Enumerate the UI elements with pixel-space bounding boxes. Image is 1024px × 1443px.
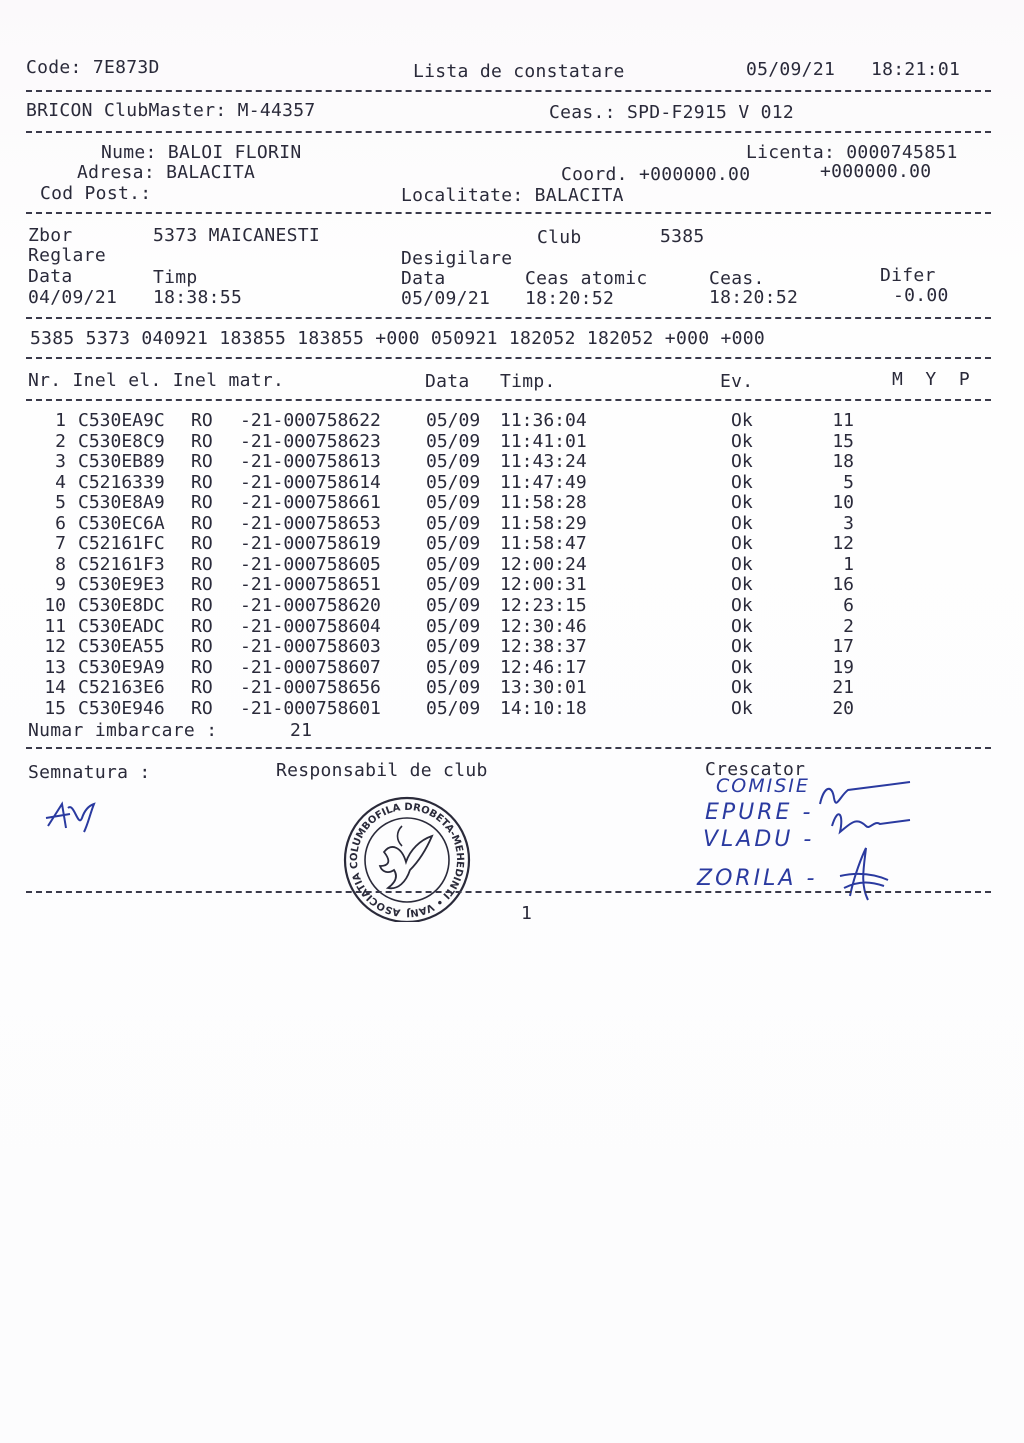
- atomic-label: Ceas atomic: [525, 268, 648, 289]
- ring-number: -21-000758651: [240, 574, 381, 596]
- zorila-handwriting: ZORILA -: [697, 866, 818, 891]
- club-stamp: [336, 792, 478, 922]
- ring-electronic: C5216339: [78, 471, 165, 493]
- row-status: Ok: [731, 533, 753, 555]
- atomic-value: 18:20:52: [525, 288, 615, 309]
- data2-label: Data: [401, 268, 446, 289]
- flight-name: 5373 MAICANESTI: [153, 225, 321, 246]
- ring-number: -21-000758653: [240, 512, 381, 534]
- row-date: 05/09: [426, 574, 481, 596]
- row-status: Ok: [731, 410, 753, 431]
- document-title: Lista de constatare: [413, 61, 625, 82]
- row-order: 20: [832, 697, 854, 719]
- ring-number: -21-000758623: [240, 430, 381, 452]
- owner-name: Nume: BALOI FLORIN: [101, 142, 302, 163]
- clubmaster-id: BRICON ClubMaster: M-44357: [26, 100, 316, 121]
- row-status: Ok: [731, 656, 753, 678]
- table-header-myp: M Y P: [892, 369, 970, 390]
- row-date: 05/09: [426, 410, 481, 431]
- ring-electronic: C530E8DC: [78, 594, 165, 616]
- timp-value: 18:38:55: [153, 287, 243, 308]
- divider: [26, 357, 991, 359]
- row-date: 05/09: [426, 553, 481, 575]
- row-time: 11:47:49: [500, 471, 587, 493]
- ring-electronic: C530E946: [78, 697, 165, 719]
- ceas-label: Ceas.: [709, 268, 765, 289]
- ring-number: -21-000758619: [240, 533, 381, 555]
- handwritten-signature-icon: [44, 798, 104, 838]
- data1-value: 04/09/21: [28, 287, 118, 308]
- owner-postal: Cod Post.:: [40, 183, 152, 204]
- ring-electronic: C52161FC: [78, 533, 165, 555]
- table-row: [0, 432, 1024, 453]
- ring-country: RO: [191, 512, 213, 534]
- ring-number: -21-000758622: [240, 410, 381, 431]
- row-status: Ok: [731, 553, 753, 575]
- flight-label: Zbor: [28, 225, 73, 246]
- flight-code-line: 5385 5373 040921 183855 183855 +000 050921 182052 182052 +000 +000: [30, 328, 766, 349]
- row-time: 12:23:15: [500, 594, 587, 616]
- row-time: 12:00:31: [500, 574, 587, 596]
- row-time: 14:10:18: [500, 697, 587, 719]
- boarding-label: Numar imbarcare :: [28, 720, 218, 741]
- reglare-label: Reglare: [28, 245, 106, 266]
- table-header-ev: Ev.: [720, 371, 754, 392]
- row-order: 5: [843, 471, 854, 493]
- row-number: 14: [44, 677, 66, 699]
- row-time: 12:46:17: [500, 656, 587, 678]
- row-number: 10: [44, 594, 66, 616]
- club-responsible-label: Responsabil de club: [276, 760, 488, 781]
- row-order: 6: [843, 594, 854, 616]
- owner-license: Licenta: 0000745851: [746, 142, 958, 163]
- row-status: Ok: [731, 492, 753, 514]
- page-number: 1: [521, 903, 533, 924]
- row-status: Ok: [731, 615, 753, 637]
- header-time: 18:21:01: [871, 59, 961, 80]
- row-number: 15: [44, 697, 66, 719]
- row-order: 10: [832, 492, 854, 514]
- row-time: 12:38:37: [500, 636, 587, 658]
- table-header-date: Data: [425, 371, 470, 392]
- row-number: 2: [55, 430, 66, 452]
- row-time: 11:58:28: [500, 492, 587, 514]
- table-row: [0, 617, 1024, 638]
- row-date: 05/09: [426, 594, 481, 616]
- row-time: 11:58:29: [500, 512, 587, 534]
- table-row: [0, 637, 1024, 658]
- row-order: 18: [832, 451, 854, 473]
- table-row: [0, 575, 1024, 596]
- row-time: 12:30:46: [500, 615, 587, 637]
- ring-country: RO: [191, 451, 213, 473]
- row-date: 05/09: [426, 533, 481, 555]
- row-number: 7: [55, 533, 66, 555]
- commission-signatures-icon: [810, 776, 920, 906]
- row-number: 5: [55, 492, 66, 514]
- table-row: [0, 658, 1024, 679]
- row-date: 05/09: [426, 512, 481, 534]
- header-date: 05/09/21: [746, 59, 836, 80]
- row-order: 15: [832, 430, 854, 452]
- vladu-handwriting: VLADU -: [703, 827, 815, 852]
- ring-country: RO: [191, 615, 213, 637]
- table-row: [0, 699, 1024, 720]
- row-number: 8: [55, 553, 66, 575]
- row-number: 11: [44, 615, 66, 637]
- row-order: 2: [843, 615, 854, 637]
- row-status: Ok: [731, 471, 753, 493]
- ring-number: -21-000758661: [240, 492, 381, 514]
- ring-number: -21-000758604: [240, 615, 381, 637]
- clock-id: Ceas.: SPD-F2915 V 012: [549, 102, 795, 123]
- row-time: 12:00:24: [500, 553, 587, 575]
- divider: [26, 212, 991, 214]
- breeder-label: Crescator: [705, 759, 806, 780]
- row-number: 6: [55, 512, 66, 534]
- row-time: 11:36:04: [500, 410, 587, 431]
- ring-number: -21-000758605: [240, 553, 381, 575]
- row-number: 3: [55, 451, 66, 473]
- divider: [26, 399, 991, 401]
- ring-electronic: C530E9E3: [78, 574, 165, 596]
- row-status: Ok: [731, 512, 753, 534]
- owner-coord: Coord. +000000.00: [561, 164, 751, 185]
- table-row: [0, 596, 1024, 617]
- ring-country: RO: [191, 430, 213, 452]
- ring-electronic: C530EA55: [78, 636, 165, 658]
- row-number: 12: [44, 636, 66, 658]
- boarding-value: 21: [290, 720, 313, 741]
- row-order: 1: [843, 553, 854, 575]
- ring-electronic: C530E8C9: [78, 430, 165, 452]
- data1-label: Data: [28, 266, 73, 287]
- ring-electronic: C52163E6: [78, 677, 165, 699]
- divider: [26, 747, 991, 749]
- table-row: [0, 493, 1024, 514]
- row-status: Ok: [731, 574, 753, 596]
- row-number: 4: [55, 471, 66, 493]
- owner-coord-2: +000000.00: [820, 161, 932, 182]
- signature-label: Semnatura :: [28, 762, 151, 783]
- row-date: 05/09: [426, 471, 481, 493]
- row-status: Ok: [731, 677, 753, 699]
- ring-country: RO: [191, 594, 213, 616]
- owner-locality: Localitate: BALACITA: [401, 185, 624, 206]
- ring-electronic: C530E8A9: [78, 492, 165, 514]
- table-header-ring: Nr. Inel el. Inel matr.: [28, 370, 285, 391]
- row-date: 05/09: [426, 697, 481, 719]
- owner-address: Adresa: BALACITA: [77, 162, 256, 183]
- row-status: Ok: [731, 697, 753, 719]
- commission-handwriting: COMISIE: [716, 775, 810, 797]
- ring-country: RO: [191, 656, 213, 678]
- divider: [26, 131, 991, 133]
- ring-number: -21-000758614: [240, 471, 381, 493]
- code-label: Code: 7E873D: [26, 57, 160, 78]
- svg-text:ASOCIATIA COLUMBOFILA DROBETA-: ASOCIATIA COLUMBOFILA DROBETA-MEHEDINTI • VANJ: [348, 801, 466, 919]
- ring-country: RO: [191, 574, 213, 596]
- difer-value: -0.00: [893, 285, 949, 306]
- row-date: 05/09: [426, 615, 481, 637]
- data2-value: 05/09/21: [401, 288, 491, 309]
- ring-electronic: C530E9A9: [78, 656, 165, 678]
- row-status: Ok: [731, 594, 753, 616]
- ring-country: RO: [191, 471, 213, 493]
- row-number: 13: [44, 656, 66, 678]
- ring-country: RO: [191, 553, 213, 575]
- ring-country: RO: [191, 492, 213, 514]
- ring-number: -21-000758603: [240, 636, 381, 658]
- row-date: 05/09: [426, 636, 481, 658]
- ring-number: -21-000758601: [240, 697, 381, 719]
- ring-electronic: C530EC6A: [78, 512, 165, 534]
- row-order: 19: [832, 656, 854, 678]
- table-header-time: Timp.: [500, 371, 556, 392]
- difer-label: Difer: [880, 265, 936, 286]
- divider: [26, 891, 991, 893]
- row-order: 21: [832, 677, 854, 699]
- row-date: 05/09: [426, 430, 481, 452]
- row-status: Ok: [731, 451, 753, 473]
- ring-country: RO: [191, 533, 213, 555]
- ring-number: -21-000758613: [240, 451, 381, 473]
- ring-electronic: C530EA9C: [78, 410, 165, 431]
- row-time: 13:30:01: [500, 677, 587, 699]
- ring-number: -21-000758607: [240, 656, 381, 678]
- ring-country: RO: [191, 697, 213, 719]
- divider: [26, 90, 991, 92]
- row-order: 16: [832, 574, 854, 596]
- desigilare-label: Desigilare: [401, 248, 513, 269]
- ring-electronic: C530EADC: [78, 615, 165, 637]
- row-order: 17: [832, 636, 854, 658]
- row-date: 05/09: [426, 677, 481, 699]
- row-order: 3: [843, 512, 854, 534]
- ring-electronic: C52161F3: [78, 553, 165, 575]
- row-date: 05/09: [426, 656, 481, 678]
- table-row: [0, 678, 1024, 699]
- row-status: Ok: [731, 636, 753, 658]
- epure-handwriting: EPURE -: [705, 800, 814, 825]
- ceas-value: 18:20:52: [709, 287, 799, 308]
- ring-country: RO: [191, 677, 213, 699]
- row-number: 1: [55, 410, 66, 431]
- table-row: [0, 534, 1024, 555]
- ring-number: -21-000758656: [240, 677, 381, 699]
- row-time: 11:43:24: [500, 451, 587, 473]
- table-row: [0, 514, 1024, 535]
- ring-number: -21-000758620: [240, 594, 381, 616]
- table-row: [0, 555, 1024, 576]
- club-number: 5385: [660, 226, 705, 247]
- ring-country: RO: [191, 636, 213, 658]
- stamp-seal-icon: [336, 792, 478, 922]
- row-time: 11:41:01: [500, 430, 587, 452]
- divider: [26, 317, 991, 319]
- row-order: 11: [832, 410, 854, 431]
- row-status: Ok: [731, 430, 753, 452]
- table-row: [0, 473, 1024, 494]
- row-order: 12: [832, 533, 854, 555]
- ring-electronic: C530EB89: [78, 451, 165, 473]
- row-date: 05/09: [426, 451, 481, 473]
- row-number: 9: [55, 574, 66, 596]
- row-date: 05/09: [426, 492, 481, 514]
- club-label: Club: [537, 227, 582, 248]
- ring-country: RO: [191, 410, 213, 431]
- timp-label: Timp: [153, 267, 198, 288]
- row-time: 11:58:47: [500, 533, 587, 555]
- table-row: [0, 411, 1024, 432]
- table-row: [0, 452, 1024, 473]
